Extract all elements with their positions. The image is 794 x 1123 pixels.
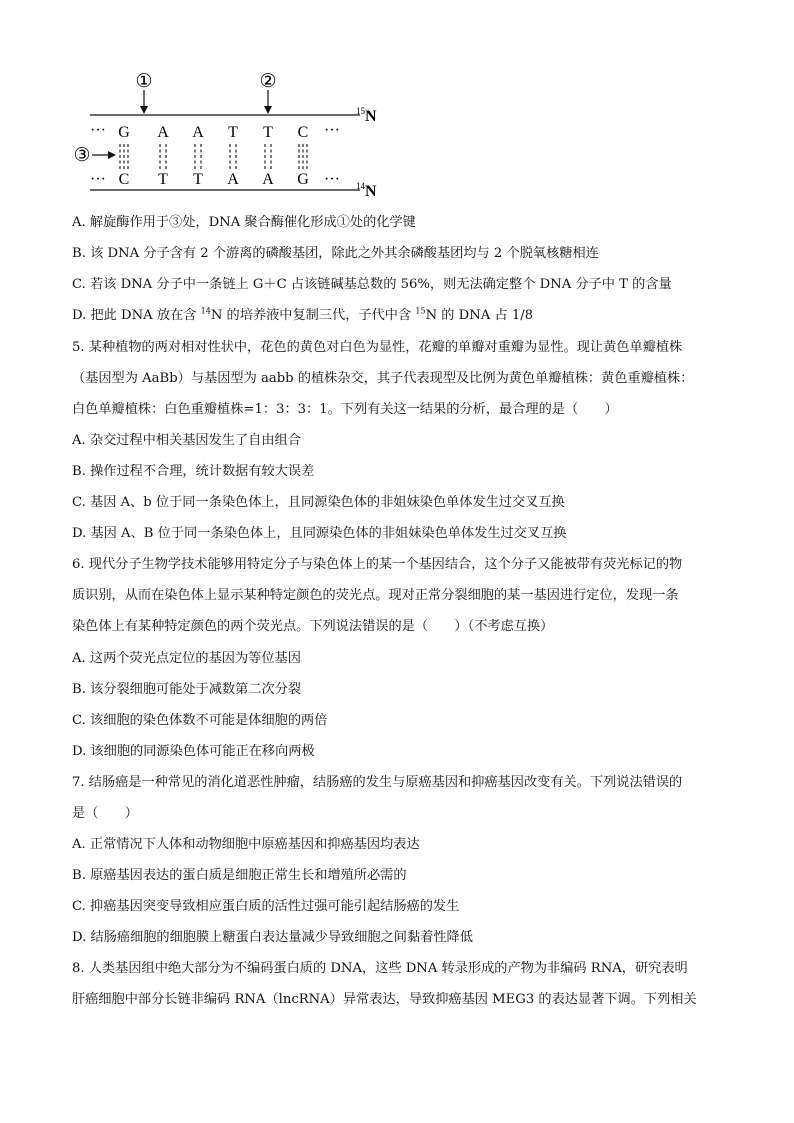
bottom-base-4: A <box>227 171 239 188</box>
top-isotope-label <box>356 106 377 125</box>
q5-option-c: C. 基因 A、b 位于同一条染色体上，且同源染色体的非姐妹染色单体发生过交叉互换 <box>72 495 565 510</box>
q7-option-c: C. 抑癌基因突变导致相应蛋白质的活性过强可能引起结肠癌的发生 <box>72 899 460 914</box>
bottom-base-6: G <box>297 171 309 188</box>
q6-stem-line-2: 质识别，从而在染色体上显示某种特定颜色的荧光点。现对正常分裂细胞的某一基因进行定位，发现一条 <box>72 588 679 603</box>
q6-stem-line-1: 6. 现代分子生物学技术能够用特定分子与染色体上的某一个基因结合，这个分子又能被带有荧光标记的物 <box>72 557 683 572</box>
top-base-2: A <box>157 124 169 141</box>
q4-option-c: C. 若该 DNA 分子中一条链上 G＋C 占该链碱基总数的 56%，则无法确定整个 DNA 分子中 T 的含量 <box>72 277 672 292</box>
q7-stem-line-2: 是（ ） <box>72 806 138 821</box>
marker-1-arrowhead <box>140 106 148 114</box>
q4-option-b: B. 该 DNA 分子含有 2 个游离的磷酸基团，除此之外其余磷酸基团均与 2 个脱氧核糖相连 <box>72 246 599 261</box>
dna-structure-diagram <box>60 62 390 202</box>
top-isotope-mass: 15 <box>356 106 365 116</box>
top-base-6: C <box>297 124 309 141</box>
q4-option-d <box>72 307 533 325</box>
hydrogen-bonds <box>120 144 307 169</box>
marker-1: ① <box>135 71 153 92</box>
q7-stem-line-1: 7. 结肠癌是一种常见的消化道恶性肿瘤，结肠癌的发生与原癌基因和抑癌基因改变有关。下列说法错误的 <box>72 775 683 790</box>
bottom-isotope-mass: 14 <box>356 181 365 191</box>
q7-option-d: D. 结肠癌细胞的细胞膜上糖蛋白表达量减少导致细胞之间黏着性降低 <box>72 930 473 945</box>
q6-option-d: D. 该细胞的同源染色体可能正在移向两极 <box>72 744 315 759</box>
top-base-5: T <box>263 124 273 141</box>
q4-option-d-sup1: 14 <box>200 306 211 316</box>
q4-option-d-pre: D. 把此 DNA 放在含 <box>72 308 201 323</box>
top-ellipsis: ··· <box>90 122 106 139</box>
q5-option-d: D. 基因 A、B 位于同一条染色体上，且同源染色体的非姐妹染色单体发生过交叉互换 <box>72 526 567 541</box>
q8-stem-line-1: 8. 人类基因组中绝大部分为不编码蛋白质的 DNA，这些 DNA 转录形成的产物为非编码 RNA，研究表明 <box>72 961 688 976</box>
marker-3-arrowhead <box>108 151 116 159</box>
bottom-base-1: C <box>118 171 130 188</box>
marker-2: ② <box>259 71 277 92</box>
top-ellipsis-right: ··· <box>324 122 340 139</box>
top-isotope-element: N <box>365 108 377 125</box>
q5-option-a: A. 杂交过程中相关基因发生了自由组合 <box>72 433 301 448</box>
marker-3: ③ <box>73 145 91 166</box>
bottom-base-2: T <box>158 171 168 188</box>
bottom-isotope-label <box>356 181 377 200</box>
top-base-4: T <box>228 124 238 141</box>
q7-option-a: A. 正常情况下人体和动物细胞中原癌基因和抑癌基因均表达 <box>72 837 420 852</box>
q5-stem-line-1: 5. 某种植物的两对相对性状中，花色的黄色对白色为显性，花瓣的单瓣对重瓣为显性。现让黄色单瓣植株 <box>72 340 683 355</box>
q4-option-d-mid: N 的培养液中复制三代，子代中含 <box>210 308 416 323</box>
q8-stem-line-2: 肝癌细胞中部分长链非编码 RNA（lncRNA）异常表达，导致抑癌基因 MEG3 的表达显著下调。下列相关 <box>72 992 697 1007</box>
q5-stem-line-2: （基因型为 AaBb）与基因型为 aabb 的植株杂交，其子代表现型及比例为黄色单瓣植株：黄色重瓣植株： <box>72 371 694 386</box>
q6-stem-line-3: 染色体上有某种特定颜色的两个荧光点。下列说法错误的是（ ）（不考虑互换） <box>72 619 554 634</box>
marker-2-arrowhead <box>264 106 272 114</box>
q4-option-a: A. 解旋酶作用于③处，DNA 聚合酶催化形成①处的化学键 <box>72 215 416 230</box>
bottom-isotope-element: N <box>365 183 377 200</box>
q6-option-c: C. 该细胞的染色体数不可能是体细胞的两倍 <box>72 713 328 728</box>
q5-option-b: B. 操作过程不合理，统计数据有较大误差 <box>72 464 315 479</box>
top-base-3: A <box>192 124 204 141</box>
q4-option-d-post: N 的 DNA 占 1/8 <box>425 308 534 323</box>
q6-option-b: B. 该分裂细胞可能处于减数第二次分裂 <box>72 682 302 697</box>
bottom-base-3: T <box>193 171 203 188</box>
bottom-ellipsis-right: ··· <box>324 171 340 188</box>
q6-option-a: A. 这两个荧光点定位的基因为等位基因 <box>72 651 301 666</box>
q4-option-d-sup2: 15 <box>415 306 426 316</box>
bottom-base-5: A <box>262 171 274 188</box>
q7-option-b: B. 原癌基因表达的蛋白质是细胞正常生长和增殖所必需的 <box>72 868 407 883</box>
top-base-1: G <box>118 124 130 141</box>
q5-stem-line-3: 白色单瓣植株：白色重瓣植株=1：3：3：1。下列有关这一结果的分析，最合理的是（ ） <box>72 402 618 417</box>
bottom-ellipsis: ··· <box>90 171 106 188</box>
